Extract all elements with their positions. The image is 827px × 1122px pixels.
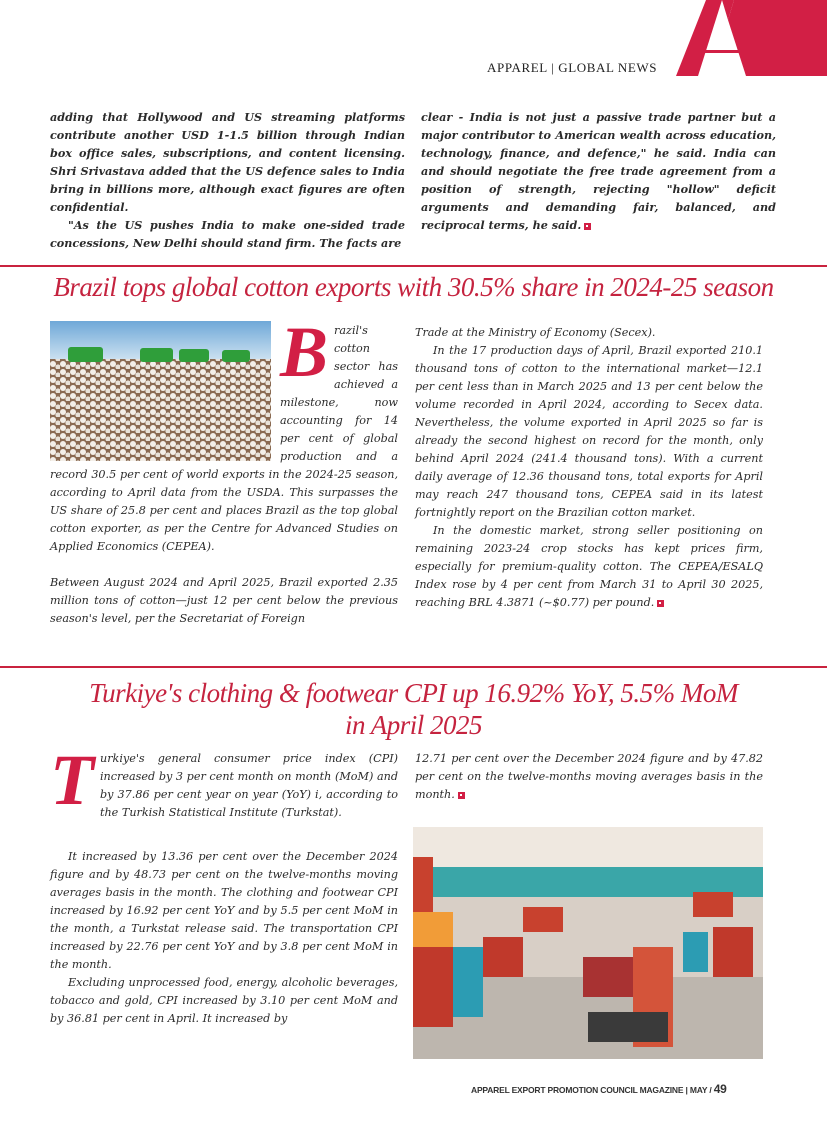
section-label: APPAREL | GLOBAL NEWS <box>487 60 658 75</box>
paragraph: Excluding unprocessed food, energy, alcoholic beverages, tobacco and gold, CPI increased by 3.10 per cent MoM and by 36.81 per cent in April. It increased by <box>50 976 398 1025</box>
headline-line-2: in April 2025 <box>344 710 483 740</box>
article-headline <box>0 677 827 741</box>
paragraph: Trade at the Ministry of Economy (Secex). <box>415 326 656 339</box>
page-number: 49 <box>713 1082 727 1096</box>
paragraph-text: 12.71 per cent over the December 2024 figure and by 47.82 per cent on the twelve-months moving averages basis in the month. <box>415 752 763 801</box>
section-divider <box>0 666 827 668</box>
paragraph: It increased by 13.36 per cent over the December 2024 figure and by 48.73 per cent on the twelve-months moving averages basis in the month. The clothing and footwear CPI increased by 16.92 per cent YoY and by 5.5 per cent MoM in the month, a Turkstat release said. The transportation CPI increased by 22.76 per cent YoY and by 3.8 per cent MoM in the month. <box>50 850 398 971</box>
paragraph <box>421 108 776 234</box>
article-headline: Brazil tops global cotton exports with 30.5% share in 2024-25 season <box>53 272 774 302</box>
paragraph: In the 17 production days of April, Brazil exported 210.1 thousand tons of cotton to the international market—12.1 per cent less than in March 2025 and 13 per cent below the volume recorded in April 2024, according to Secex data. Nevertheless, the volume exported in April 2025 so far is already the second highest on record for the month, only behind April 2024 (241.4 thousand tons). With a current daily average of 12.36 thousand tons, total exports for April may reach 247 thousand tons, CEPEA said in its latest fortnightly report on the Brazilian cotton market. <box>415 344 763 519</box>
paragraph: Between August 2024 and April 2025, Brazil exported 2.35 million tons of cotton—just 12 per cent below the previous season's level, per the Secretariat of Foreign <box>50 576 398 625</box>
retail-store-photo <box>413 827 763 1059</box>
end-mark-icon <box>584 223 591 230</box>
section-divider <box>0 265 827 267</box>
paragraph-text: In the domestic market, strong seller positioning on remaining 2023-24 crop stocks has kept prices firm, especially for premium-quality cotton. The CEPEA/ESALQ Index rose by 4 per cent from March 31 to April 30 2025, reaching BRL 4.3871 (~$0.77) per pound. <box>415 524 763 609</box>
end-mark-icon <box>657 600 664 607</box>
drop-cap: T <box>50 740 94 820</box>
page-footer <box>471 1082 727 1096</box>
paragraph <box>415 750 763 804</box>
paragraph <box>50 740 398 822</box>
paragraph-text: clear - India is not just a passive trade partner but a major contributor to American wealth across education, technology, finance, and defence," he said. India can and should negotiate the free trade agreement from a position of strength, rejecting "hollow" deficit arguments and demanding fair, balanced, and reciprocal terms, he said. <box>421 110 776 232</box>
brazil-right-column <box>415 324 763 612</box>
paragraph-text: razil's cotton sector has achieved a milestone, now accounting for 14 per cent of global production and a record 30.5 per cent of world exports in the 2024-25 season, according to April data from the USDA. This surpasses the US share of 25.8 per cent and places Brazil as the top global cotton exporter, as per the Centre for Advanced Studies on Applied Economics (CEPEA). <box>50 324 398 553</box>
drop-cap: B <box>280 312 329 392</box>
prev-article-right-column <box>421 108 776 234</box>
paragraph-text: urkiye's general consumer price index (CPI) increased by 3 per cent month on month (MoM) and by 37.86 per cent year on year (YoY) i, according to the Turkish Statistical Institute (Turkstat). <box>99 752 398 819</box>
paragraph: "As the US pushes India to make one-sided trade concessions, New Delhi should stand firm. The facts are <box>50 218 405 250</box>
turkiye-right-column <box>415 750 763 804</box>
footer-separator: / <box>707 1085 714 1095</box>
prev-article-left-column <box>50 108 405 252</box>
paragraph <box>415 522 763 612</box>
brand-logo-icon <box>676 0 827 76</box>
end-mark-icon <box>458 792 465 799</box>
magazine-name: APPAREL EXPORT PROMOTION COUNCIL MAGAZINE | MAY <box>471 1085 708 1095</box>
brazil-left-column <box>50 312 398 628</box>
headline-line-1: Turkiye's clothing & footwear CPI up 16.92% YoY, 5.5% MoM <box>89 678 738 708</box>
turkiye-left-column <box>50 740 398 1028</box>
paragraph: adding that Hollywood and US streaming platforms contribute another USD 1-1.5 billion through Indian box office sales, subscriptions, and content licensing. Shri Srivastava added that the US defence sales to India bring in billions more, although exact figures are often confidential. <box>50 110 405 214</box>
